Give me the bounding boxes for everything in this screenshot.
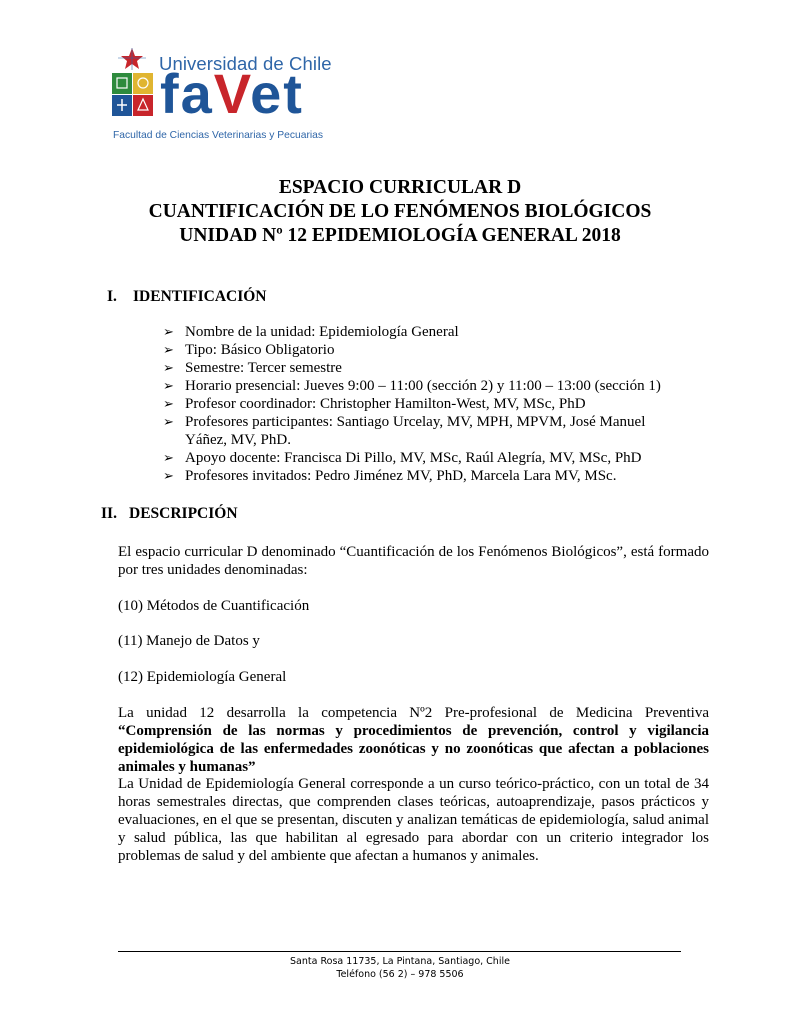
list-item: ➢ Profesor coordinador: Christopher Hamilton-West, MV, MSc, PhD (163, 396, 586, 412)
section-descripcion-heading (101, 505, 238, 523)
arrow-bullet-icon: ➢ (163, 450, 174, 465)
faculty-wordmark: faVet (160, 62, 304, 125)
competence-statement: “Comprensión de las normas y procedimientos de prevención, control y vigilancia epidemiológica de las enfermedades zoonóticas y no zoonóticas que afectan a poblaciones animales y humanas” (118, 723, 709, 775)
list-item: ➢ Profesores participantes: Santiago Urcelay, MV, MPH, MPVM, José Manuel Yáñez, MV, PhD. (163, 414, 646, 448)
footer-divider (118, 951, 681, 952)
arrow-bullet-icon: ➢ (163, 324, 174, 339)
list-item: ➢ Nombre de la unidad: Epidemiología General (163, 324, 459, 340)
list-item: ➢ Apoyo docente: Francisca Di Pillo, MV, MSc, Raúl Alegría, MV, MSc, PhD (163, 450, 642, 466)
unit-12: (12) Epidemiología General (118, 669, 287, 685)
identification-list (163, 323, 703, 485)
section-identificacion-heading (107, 288, 267, 306)
unit-10: (10) Métodos de Cuantificación (118, 598, 310, 614)
title-line-3: UNIDAD Nº 12 EPIDEMIOLOGÍA GENERAL 2018 (179, 225, 621, 246)
unit-11: (11) Manejo de Datos y (118, 633, 260, 649)
list-item: ➢ Tipo: Básico Obligatorio (163, 342, 335, 358)
arrow-bullet-icon: ➢ (163, 360, 174, 375)
competence-paragraph: La unidad 12 desarrolla la competencia Nº2 Pre-profesional de Medicina Preventiva “Comprensión de las normas y procedimientos de prevención, control y vigilancia epidemiológica de las enfermedades zoonóticas y no zoonóticas que afectan a poblaciones animales y humanas” (118, 705, 709, 775)
footer-phone: Teléfono (56 2) – 978 5506 (336, 969, 464, 980)
arrow-bullet-icon: ➢ (163, 342, 174, 357)
title-line-1: ESPACIO CURRICULAR D (278, 177, 522, 198)
list-item: ➢ Horario presencial: Jueves 9:00 – 11:00 (sección 2) y 11:00 – 13:00 (sección 1) (163, 378, 661, 394)
university-name: Universidad de Chile (159, 53, 332, 74)
university-logo (112, 44, 352, 144)
section-number: I. (107, 288, 117, 305)
description-intro: El espacio curricular D denominado “Cuantificación de los Fenómenos Biológicos”, está formado por tres unidades denominadas: (118, 544, 709, 578)
unit-description: La Unidad de Epidemiología General corresponde a un curso teórico-práctico, con un total de 34 horas semestrales directas, que comprenden clases teóricas, autoaprendizaje, pasos prácticos y evaluaciones, en el que se presentan, discuten y analizan temáticas de epidemiología, salud animal y salud pública, las que habilitan al egresado para abordar con un criterio integrador los problemas de salud y del ambiente que afectan a humanos y animales. (118, 776, 709, 864)
university-crest-icon (112, 48, 158, 128)
section-title: IDENTIFICACIÓN (133, 288, 267, 305)
list-item: ➢ Semestre: Tercer semestre (163, 360, 342, 376)
section-title: DESCRIPCIÓN (129, 505, 238, 522)
arrow-bullet-icon: ➢ (163, 468, 174, 483)
arrow-bullet-icon: ➢ (163, 414, 174, 429)
footer-address: Santa Rosa 11735, La Pintana, Santiago, Chile (290, 956, 510, 967)
list-item: ➢ Profesores invitados: Pedro Jiménez MV, PhD, Marcela Lara MV, MSc. (163, 468, 617, 484)
document-title (0, 176, 800, 248)
title-line-2: CUANTIFICACIÓN DE LO FENÓMENOS BIOLÓGICOS (148, 201, 652, 222)
section-number: II. (101, 505, 117, 522)
page-footer (0, 955, 800, 981)
arrow-bullet-icon: ➢ (163, 396, 174, 411)
faculty-name: Facultad de Ciencias Veterinarias y Pecuarias (113, 130, 324, 141)
arrow-bullet-icon: ➢ (163, 378, 174, 393)
